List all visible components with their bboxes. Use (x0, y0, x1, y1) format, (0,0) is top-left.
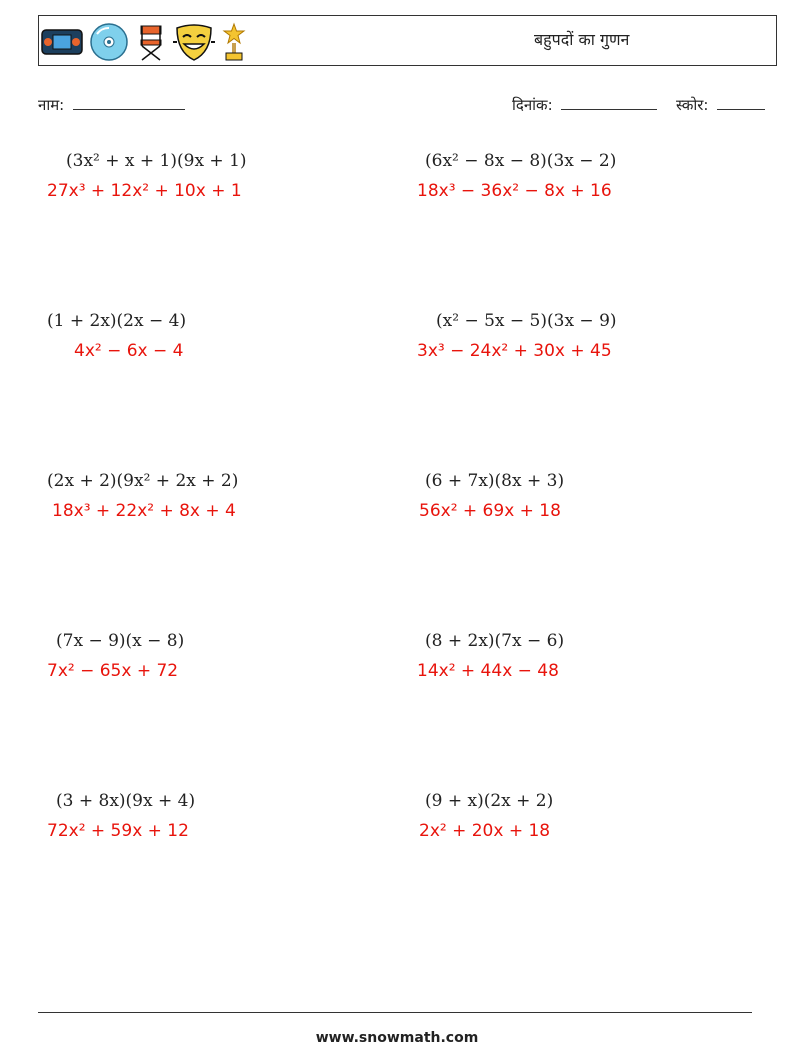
problem-8: (8 + 2x)(7x − 6) (425, 631, 565, 651)
problem-6: (6 + 7x)(8x + 3) (425, 471, 565, 491)
cd-disc-icon (89, 22, 129, 62)
problem-9: (3 + 8x)(9x + 4) (56, 791, 196, 811)
director-chair-icon (135, 22, 167, 62)
header-icons (41, 22, 247, 62)
score-field (676, 95, 765, 115)
theater-mask-icon (173, 22, 215, 62)
problem-10: (9 + x)(2x + 2) (425, 791, 554, 811)
answer-7: 7x² − 65x + 72 (47, 661, 179, 681)
date-field (512, 95, 657, 115)
trophy-star-icon (221, 22, 247, 62)
answer-1: 27x³ + 12x² + 10x + 1 (47, 181, 242, 201)
answer-8: 14x² + 44x − 48 (417, 661, 559, 681)
name-field (38, 95, 185, 115)
worksheet-header (38, 15, 777, 66)
answer-6: 56x² + 69x + 18 (419, 501, 561, 521)
problem-4: (x² − 5x − 5)(3x − 9) (436, 311, 617, 331)
footer-url: www.snowmath.com (315, 1030, 479, 1046)
footer-divider (38, 1012, 752, 1013)
problem-3: (1 + 2x)(2x − 4) (47, 311, 187, 331)
answer-9: 72x² + 59x + 12 (47, 821, 189, 841)
problem-1: (3x² + x + 1)(9x + 1) (66, 151, 247, 171)
date-label: दिनांक: (512, 96, 553, 114)
name-blank (73, 95, 185, 110)
worksheet-title: बहुपदों का गुणन (534, 30, 630, 49)
score-label: स्कोर: (676, 96, 709, 114)
answer-4: 3x³ − 24x² + 30x + 45 (417, 341, 612, 361)
date-blank (561, 95, 657, 110)
answer-5: 18x³ + 22x² + 8x + 4 (52, 501, 236, 521)
problem-2: (6x² − 8x − 8)(3x − 2) (425, 151, 617, 171)
answer-2: 18x³ − 36x² − 8x + 16 (417, 181, 612, 201)
answer-3: 4x² − 6x − 4 (74, 341, 184, 361)
name-label: नाम: (38, 96, 65, 114)
answer-10: 2x² + 20x + 18 (419, 821, 551, 841)
vhs-tape-icon (41, 27, 83, 57)
score-blank (717, 95, 765, 110)
problem-7: (7x − 9)(x − 8) (56, 631, 185, 651)
problem-5: (2x + 2)(9x² + 2x + 2) (47, 471, 239, 491)
